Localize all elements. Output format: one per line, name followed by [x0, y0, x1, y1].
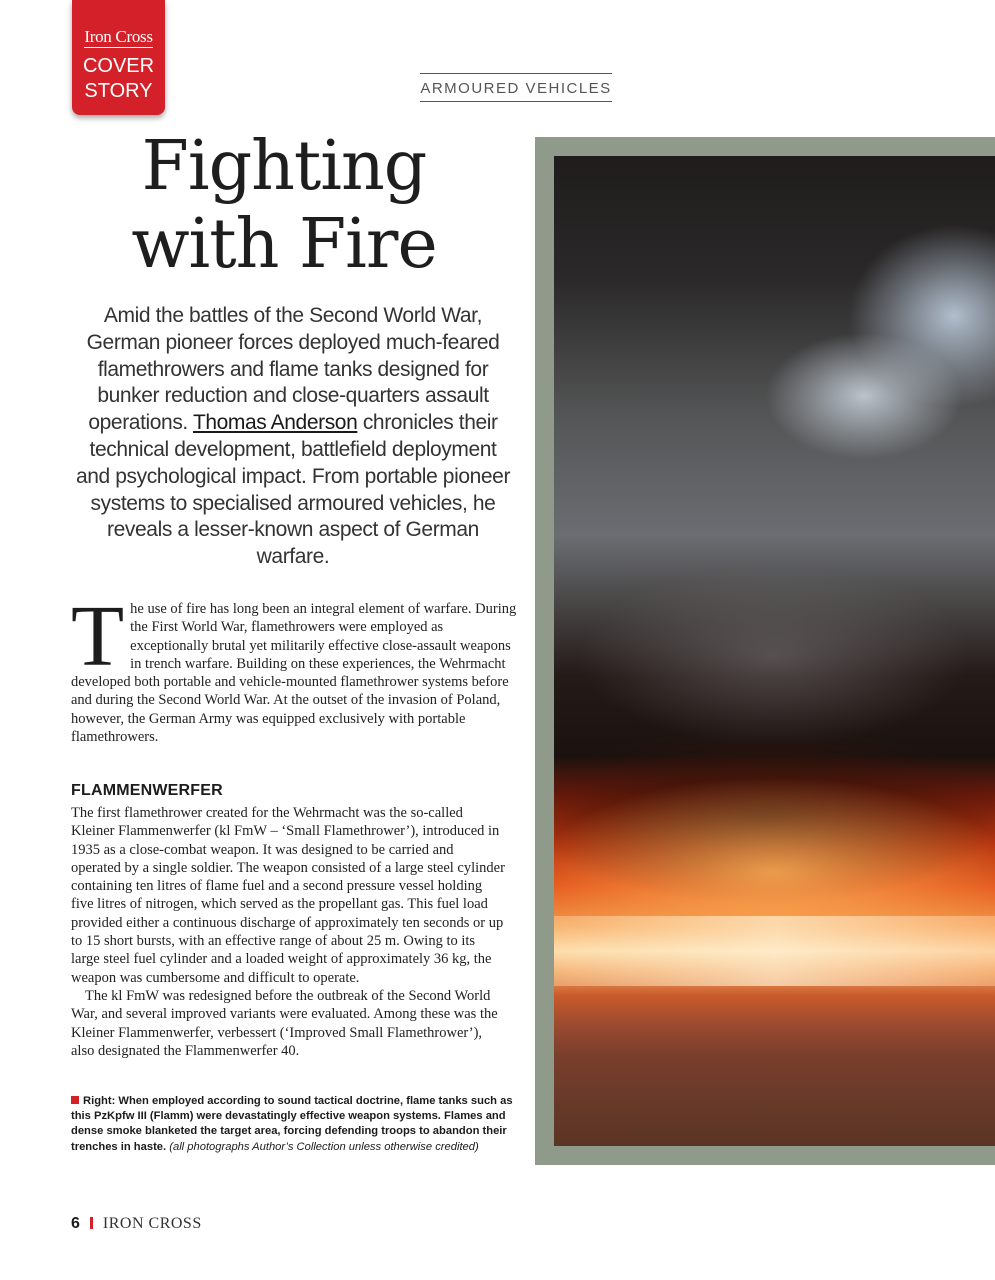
badge-magazine-name: Iron Cross [84, 27, 153, 46]
section-label: ARMOURED VEHICLES [420, 73, 612, 102]
body-paragraph: The first flamethrower created for the Wehrmacht was the so-called Kleiner Flammenwerfer (kl FmW – ‘Small Flamethrower’), introduced in 1935 as a close-combat weapon. It was designed to be carried and operated by a single soldier. The weapon consisted of a large steel cylinder containing ten litres of flame fuel and a second pressure vessel holding five litres of nitrogen, which served as the propellant gas. This fuel load provided either a continuous discharge of approximately ten seconds or up to 15 short bursts, with an effective range of about 25 m. Owing to its large steel fuel cylinder and a loaded weight of approximately 36 kg, the weapon was cumbersome and difficult to operate. [71, 805, 505, 986]
caption-marker-icon [71, 1096, 79, 1104]
flame-tank-photo [554, 156, 995, 1146]
drop-cap: T [71, 587, 125, 684]
cover-story-badge [72, 0, 165, 115]
title-line1: Fighting [141, 127, 427, 206]
intro-paragraph [71, 587, 517, 746]
page-number: 6 [71, 1215, 80, 1232]
flame-glow [554, 776, 995, 936]
photo-caption [71, 1094, 516, 1155]
footer-magazine: IRON CROSS [102, 1215, 202, 1232]
badge-label-line2: STORY [84, 80, 153, 102]
article-title [70, 128, 498, 284]
standfirst-before: Amid the battles of the Second World War, German pioneer forces deployed much-feared flamethrowers and flame tanks designed for bunker reduction and close-quarters assault operations. [86, 304, 500, 435]
caption-text: Right: When employed according to sound tactical doctrine, flame tanks such as this PzKpfw III (Flamm) were devastatingly effective weapon systems. Flames and dense smoke blanketed the target area, forcing defending troops to abandon their trenches in haste. [71, 1095, 513, 1153]
article-body [71, 804, 506, 1060]
section-subhead: FLAMMENWERFER [71, 782, 223, 799]
badge-label [72, 54, 165, 104]
author-link[interactable]: Thomas Anderson [192, 411, 358, 435]
intro-text: he use of fire has long been an integral element of warfare. During the First World War, flamethrowers were employed as exceptionally brutal yet militarily effective close-assault weapons in trench warfare. Building on these experiences, the Wehrmacht developed both portable and vehicle-mounted flamethrower systems before and during the Second World War. At the outset of the invasion of Poland, however, the German Army was equipped exclusively with portable flamethrowers. [71, 601, 517, 746]
caption-credit: (all photographs Author’s Collection unless otherwise credited) [169, 1140, 479, 1153]
title-line2: with Fire [131, 205, 437, 284]
body-paragraph: The kl FmW was redesigned before the outbreak of the Second World War, and several improved variants were evaluated. Among these was the Kleiner Flammenwerfer, verbessert (‘Improved Small Flamethrower’), also designated the Flammenwerfer 40. [71, 987, 498, 1059]
badge-label-line1: COVER [82, 55, 155, 77]
page-footer [71, 1215, 202, 1233]
footer-divider [90, 1217, 93, 1229]
flame-core [554, 916, 995, 986]
standfirst-after: chronicles their technical development, battlefield deployment and psychological impact. From portable pioneer systems to specialised armoured vehicles, he reveals a lesser-known aspect of German warfare. [75, 411, 511, 569]
standfirst [72, 303, 514, 571]
